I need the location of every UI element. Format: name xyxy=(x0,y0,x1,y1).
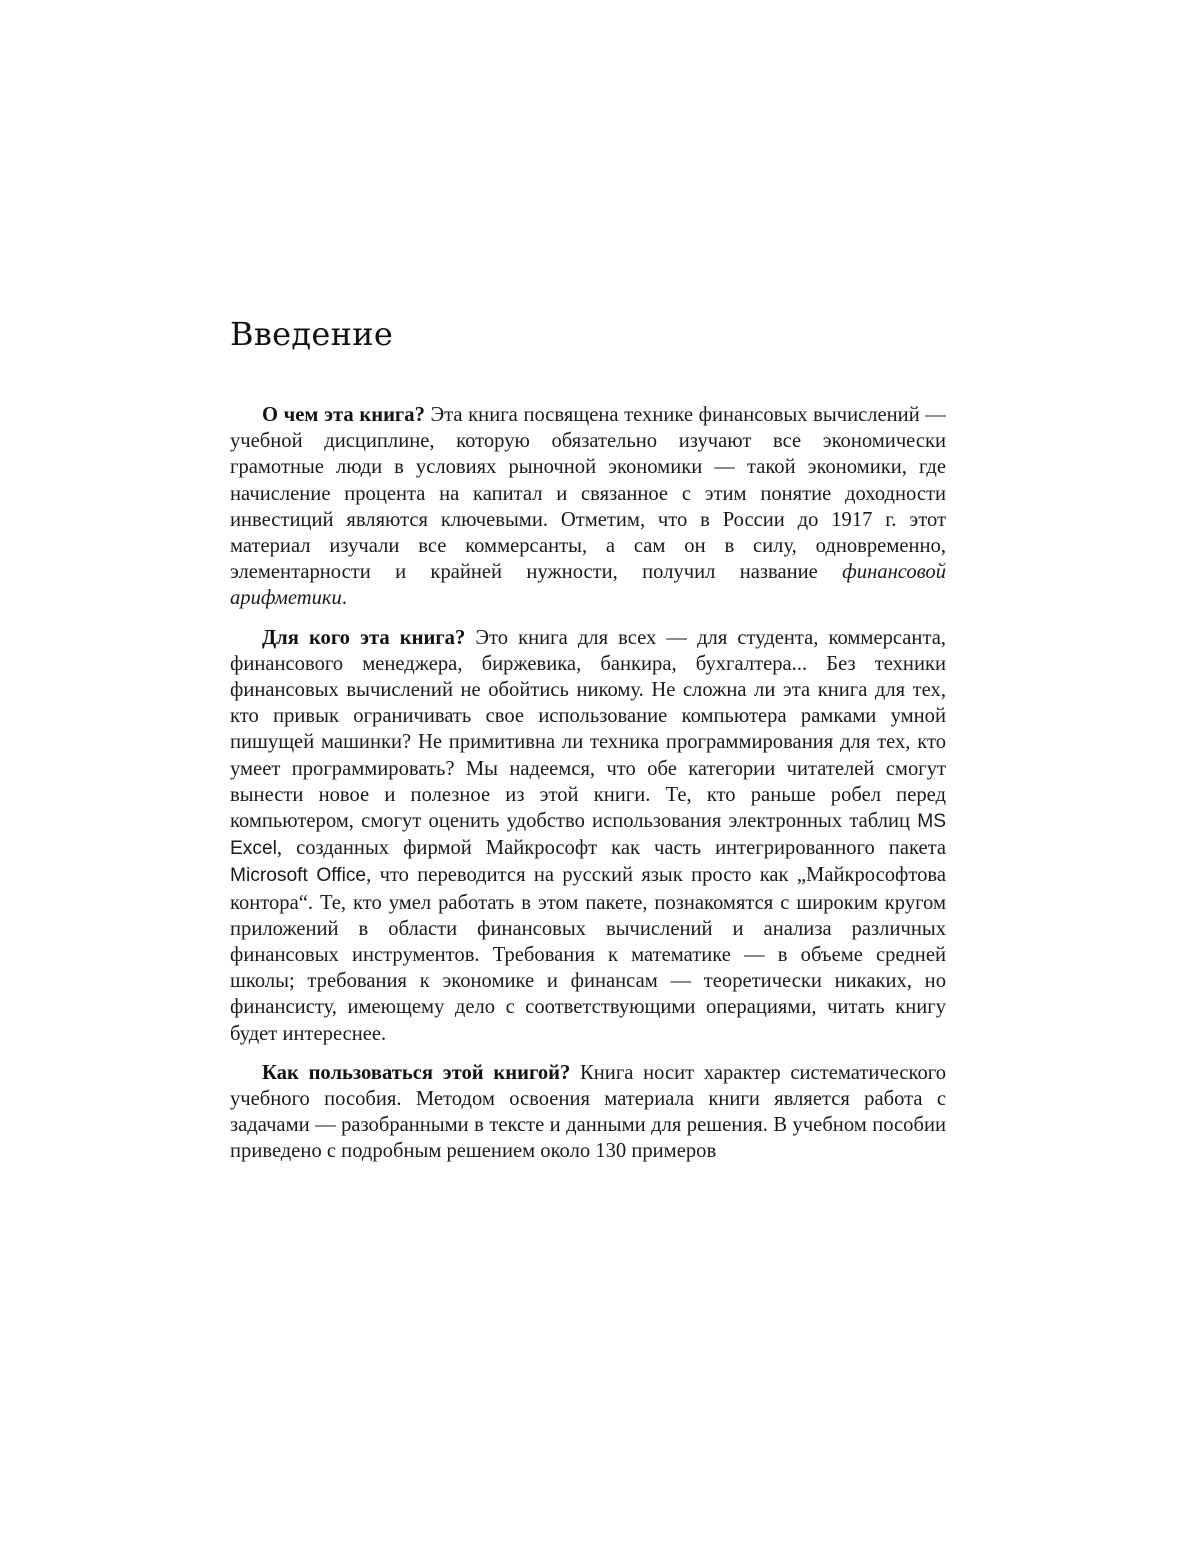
paragraph-lead-heading: Как пользоваться этой книгой? xyxy=(262,1061,571,1084)
paragraph-audience xyxy=(230,625,946,1047)
paragraph-text: Эта книга посвящена технике финансовых вычислений — учебной дисциплине, которую обязательно изучают все экономически грамотные люди в условиях рыночной экономики — такой экономики, где начисление процента на капитал и связанное с этим понятие доходности инвестиций являются ключевыми. Отметим, что в России до 1917 г. этот материал изучали все коммерсанты, а сам он в силу, одновременно, элементарности и крайней нужности, получил название xyxy=(230,404,946,584)
chapter-title: Введение xyxy=(230,315,394,353)
software-name: Microsoft Office xyxy=(230,865,367,887)
book-page xyxy=(230,0,946,1553)
paragraph-text: Это книга для всех — для студента, коммерсанта, финансового менеджера, биржевика, банкира, бухгалтера... Без техники финансовых вычислений не обойтись никому. Не сложна ли эта книга для тех, кто привык ограничивать свое использование компьютера рамками умной пишущей машинки? Не примитивна ли техника программирования для тех, кто умеет программировать? Мы надеемся, что обе категории читателей смогут вынести новое и полезное из этой книги. Те, кто раньше робел перед компьютером, смогут оценить удобство использования электронных таблиц xyxy=(230,626,946,833)
paragraph-text: Книга носит характер систематического учебного пособия. Методом освоения материала книги является работа с задачами — разобранными в тексте и данными для решения. В учебном пособии приведено с подробным решением около 130 примеров xyxy=(230,1061,946,1163)
paragraph-text: , созданных фирмой Майкрософт как часть интегрированного пакета xyxy=(276,837,946,860)
paragraph-lead-heading: О чем эта книга? xyxy=(262,404,425,426)
paragraph-text: . xyxy=(341,587,347,610)
paragraph-text: , что переводится на русский язык просто как „Майкрософтова контора“. Те, кто умел работать в этом пакете, познакомятся с широким кругом приложений в области финансовых вычислений и анализа различных финансовых инструментов. Требования к математике — в объеме средней школы; требования к экономике и финансам — теоретически никаких, но финансисту, имеющему дело с соответствующими операциями, читать книгу будет интереснее. xyxy=(230,864,946,1045)
paragraph-how-to-use xyxy=(230,1060,946,1165)
chapter-body xyxy=(230,402,946,1178)
software-name: MS Excel xyxy=(230,811,946,860)
italic-term: финансовой арифметики xyxy=(230,561,946,610)
paragraph-lead-heading: Для кого эта книга? xyxy=(262,626,466,649)
paragraph-about-book xyxy=(230,402,946,612)
